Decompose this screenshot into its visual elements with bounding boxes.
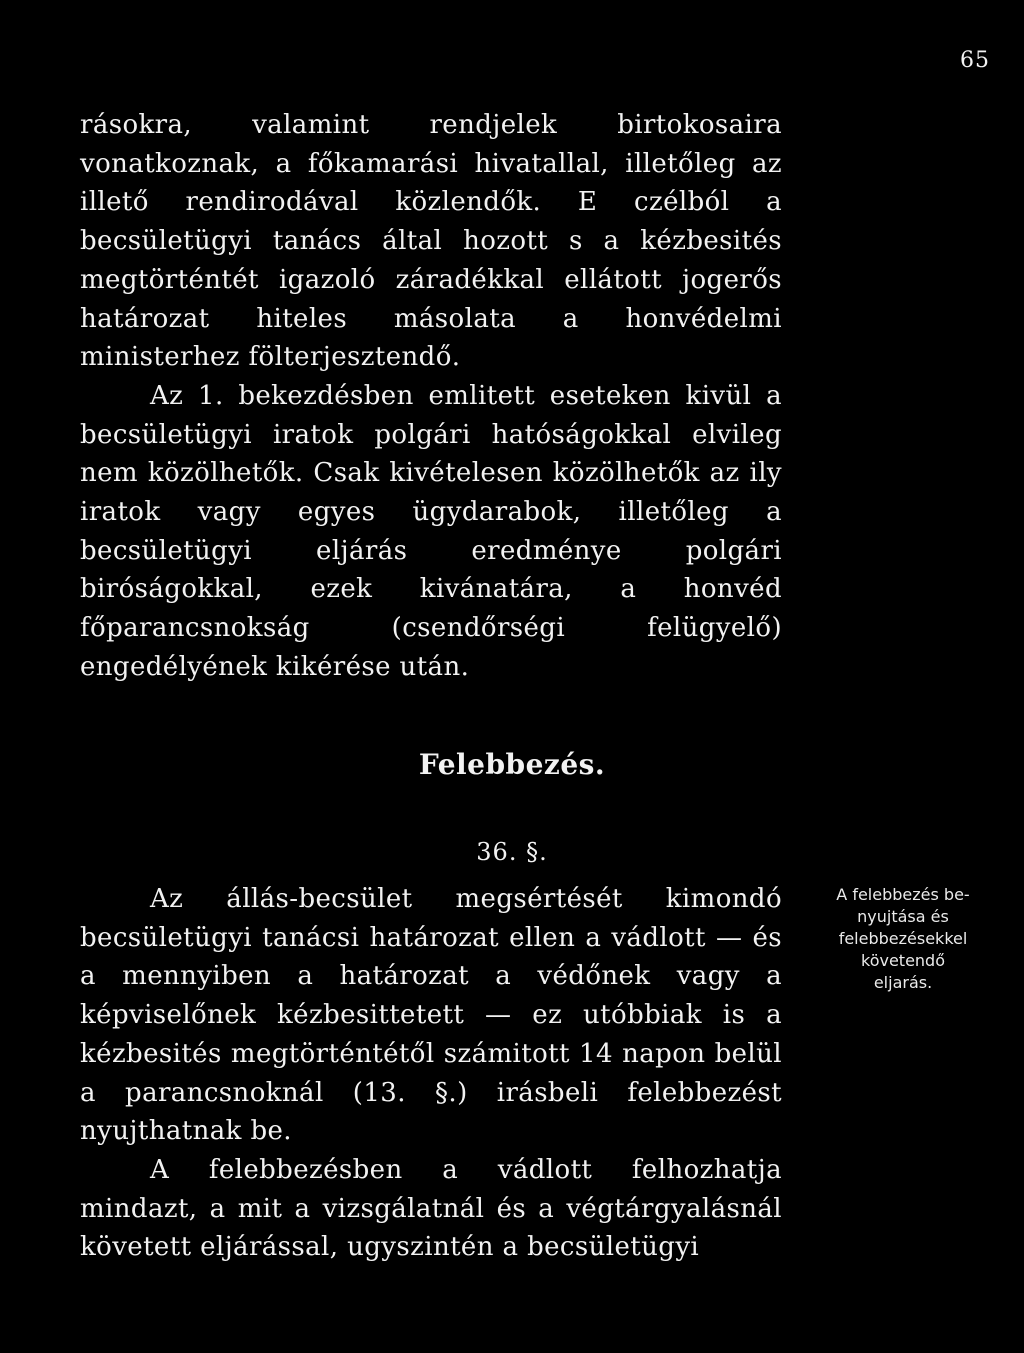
margin-note-line: követendő — [861, 951, 945, 970]
paragraph-allas-becsulet: Az állás-becsület megsértését kimondó becsületügyi tanácsi határozat ellen a vádlott — és a mennyiben a határozat a védőnek vagy a képviselőnek kézbesittetett — ez utóbbiak is a kézbesités megtörténtétől számitott 14 napon belül a parancsnoknál (13. §.) irásbeli felebbezést nyujthatnak be. — [80, 884, 782, 1147]
section-number: 36. §. — [476, 838, 548, 866]
paragraph-felebbezesben: A felebbezésben a vádlott felhozhatja mindazt, a mit a vizsgálatnál és a végtárgyalásnál követett eljárással, ugyszintén a becsületügyi — [80, 1154, 782, 1263]
margin-note-line: felebbezésekkel — [838, 929, 968, 948]
page-number: 65 — [960, 48, 990, 73]
text-column-bottom — [80, 880, 782, 1267]
paragraph-continuation: rásokra, valamint rendjelek birtokosaira vonatkoznak, a főkamarási hivatallal, illetőleg az illető rendirodával közlendők. E czélból a becsületügyi tanács által hozott s a kézbesités megtörténtét igazoló záradékkal ellátott jogerős határozat hiteles másolata a honvédelmi ministerhez fölterjesztendő. — [80, 110, 782, 373]
margin-note-line: nyujtása és — [857, 907, 949, 926]
margin-note-line: A felebbezés be- — [836, 885, 970, 904]
margin-note-line: eljarás. — [873, 973, 933, 992]
text-column-top — [80, 106, 782, 687]
margin-note — [792, 884, 1014, 994]
paragraph-az-1: Az 1. bekezdésben emlitett eseteken kivül a becsületügyi iratok polgári hatóságokkal elvileg nem közölhetők. Csak kivételesen közölhetők az ily iratok vagy egyes ügydarabok, illetőleg a becsületügyi eljárás eredménye polgári biróságokkal, ezek kivánatára, a honvéd főparancsnokság (csendőrségi felügyelő) engedélyének kikérése után. — [80, 380, 782, 682]
section-heading: Felebbezés. — [418, 748, 606, 781]
